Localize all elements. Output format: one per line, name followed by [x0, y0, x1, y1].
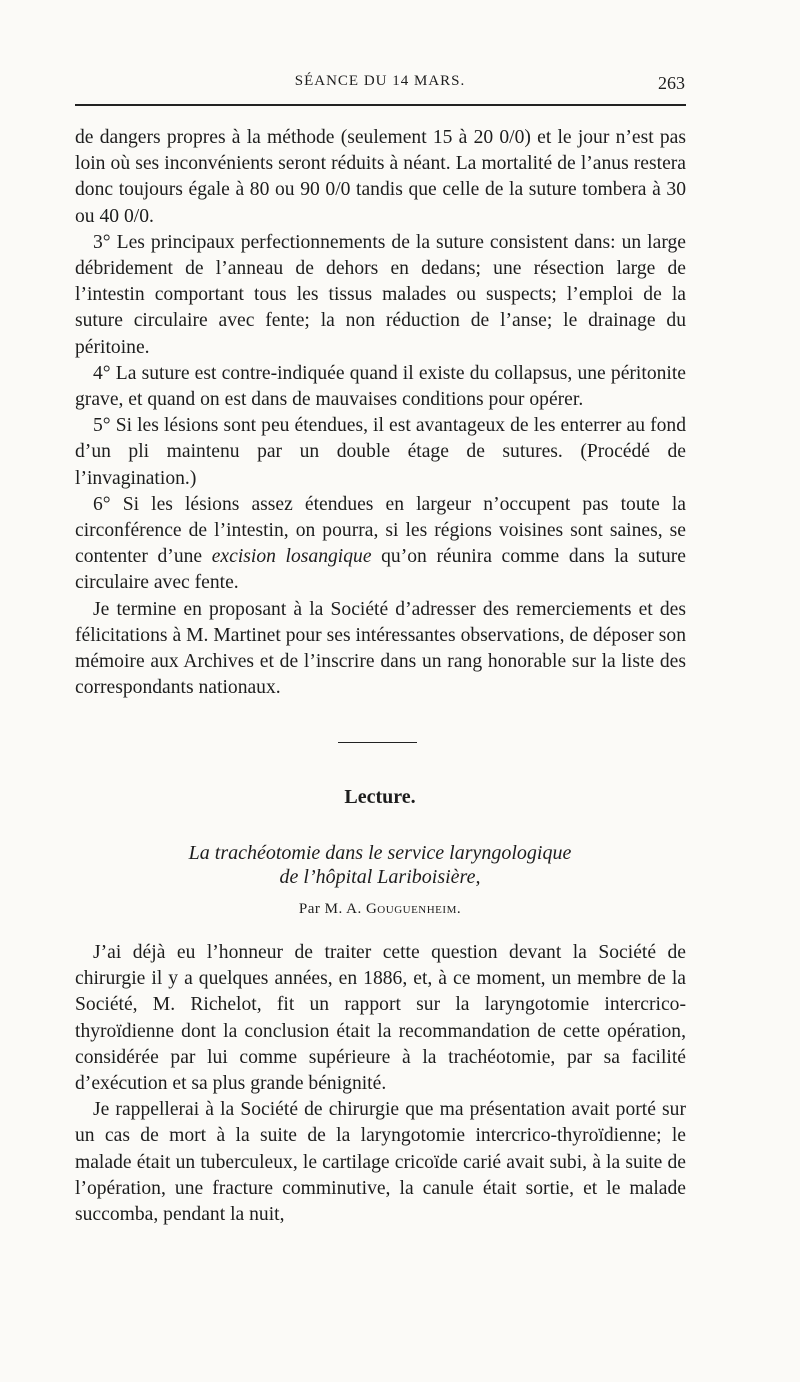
author-line	[0, 901, 760, 918]
running-header	[75, 73, 685, 103]
body-text-bottom	[75, 940, 686, 1228]
paragraph: Je rappellerai à la Société de chirurgie que ma présentation avait porté sur un cas de mort à la suite de la laryngotomie intercrico-thyroïdienne; le malade était un tuberculeux, le cartilage cricoïde carié avait subi, à la suite de l’opération, une fracture comminutive, la canule était sortie, et le malade succomba, pendant la nuit,	[75, 1099, 686, 1226]
header-rule	[75, 104, 686, 106]
paragraph: 4° La suture est contre-indiquée quand il existe du collapsus, une péritonite grave, et quand on est dans de mauvaises conditions pour opérer.	[75, 362, 686, 411]
paragraph-text: qu’on réunira comme dans la suture circulaire avec fente.	[75, 546, 686, 594]
paragraph: de dangers propres à la méthode (seulement 15 à 20 0/0) et le jour n’est pas loin où ses inconvénients seront réduits à néant. La mortalité de l’anus restera donc toujours égale à 80 ou 90 0/0 tandis que celle de la suture tombera à 30 ou 40 0/0.	[75, 127, 686, 227]
page-number: 263	[658, 73, 685, 93]
paragraph: J’ai déjà eu l’honneur de traiter cette question devant la Société de chirurgie il y a quelques années, en 1886, et, à ce moment, un membre de la Société, M. Richelot, fit un rapport sur la laryngotomie intercrico-thyroïdienne dont la conclusion était la recommandation de cette opération, considérée par lui comme supérieure à la trachéotomie, par sa facilité d’exécution et sa plus grande bénignité.	[75, 942, 686, 1095]
article-title: de l’hôpital Lariboisière,	[279, 866, 481, 888]
body-text-top	[75, 125, 686, 701]
section-heading: Lecture.	[344, 786, 416, 808]
paragraph: Je termine en proposant à la Société d’adresser des remerciements et des félicitations à M. Martinet pour ses intéressantes observations, de déposer son mémoire aux Archives et de l’inscrire dans un rang honorable sur la liste des correspondants nationaux.	[75, 598, 686, 699]
paragraph-text: 6° Si les lésions assez étendues en largeur n’occupent pas toute la circonférence de l’intestin, on pourra, si les régions voisines sont saines, se contenter d’une	[75, 493, 686, 568]
paragraph: 5° Si les lésions sont peu étendues, il est avantageux de les enterrer au fond d’un pli maintenu par un double étage de sutures. (Procédé de l’invagination.)	[75, 415, 686, 489]
paragraph: 3° Les principaux perfectionnements de la suture consistent dans: un large débridement de l’anneau de dehors en dedans; une résection large de l’intestin comportant tous les tissus malades ou suspects; l’emploi de la suture circulaire avec fente; la non réduction de l’anse; le drainage du péritoine.	[75, 231, 686, 358]
article-title: La trachéotomie dans le service laryngologique	[188, 842, 572, 864]
section-divider	[338, 742, 417, 743]
header-title: SÉANCE DU 14 MARS.	[294, 73, 466, 89]
author-name: Gouguenheim.	[365, 901, 462, 917]
author-prefix: Par M. A.	[298, 901, 362, 917]
paragraph	[75, 492, 686, 597]
emphasis-text: excision losangique	[211, 546, 372, 568]
